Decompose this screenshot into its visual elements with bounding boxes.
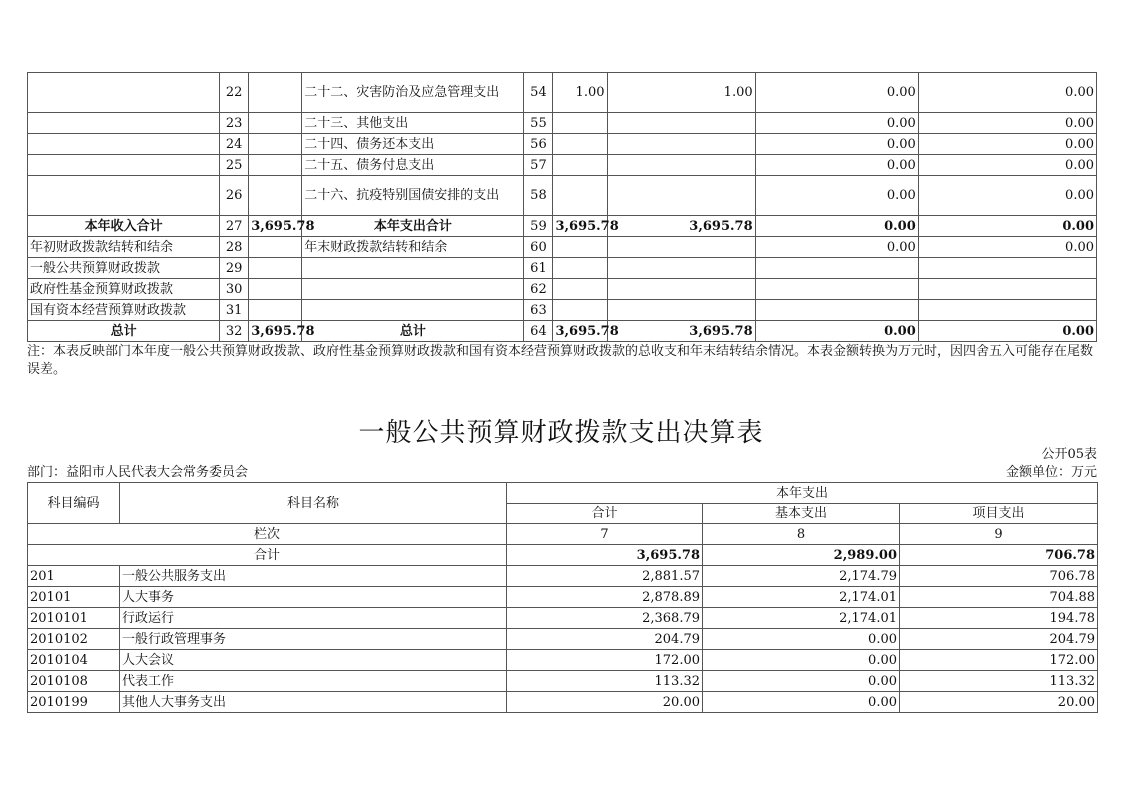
- header-total: 合计: [507, 504, 703, 524]
- expense-item: 本年支出合计: [302, 216, 524, 237]
- gov-fund-amount: 0.00: [755, 176, 918, 216]
- table-row-subtotal: [28, 216, 1097, 237]
- state-capital-amount: 0.00: [918, 216, 1096, 237]
- basic-amount: 0.00: [703, 692, 900, 713]
- gov-fund-amount: 0.00: [755, 73, 918, 113]
- gov-fund-amount: [755, 279, 918, 300]
- table-row: [28, 134, 1097, 155]
- row-label: [28, 73, 220, 113]
- expense-item: [302, 258, 524, 279]
- total-amount: 20.00: [507, 692, 703, 713]
- general-budget-amount: [607, 155, 755, 176]
- income-amount: [249, 300, 302, 321]
- income-amount: [249, 134, 302, 155]
- basic-amount: 0.00: [703, 629, 900, 650]
- row-label: 一般公共预算财政拨款: [28, 258, 220, 279]
- gov-fund-amount: [755, 300, 918, 321]
- gov-fund-amount: 0.00: [755, 237, 918, 258]
- line-number: 62: [524, 279, 553, 300]
- general-budget-amount: [607, 237, 755, 258]
- state-capital-amount: 0.00: [918, 321, 1096, 342]
- expense-item: [302, 300, 524, 321]
- table-row: [28, 258, 1097, 279]
- gov-fund-amount: 0.00: [755, 134, 918, 155]
- state-capital-amount: 0.00: [918, 155, 1096, 176]
- project-amount: 194.78: [900, 608, 1098, 629]
- table-row: [28, 300, 1097, 321]
- gov-fund-amount: 0.00: [755, 216, 918, 237]
- total-amount: 3,695.78: [507, 545, 703, 566]
- subject-code: 201: [28, 566, 120, 587]
- project-amount: 704.88: [900, 587, 1098, 608]
- line-number: 60: [524, 237, 553, 258]
- subject-name: 人大事务: [120, 587, 507, 608]
- fiscal-summary-table: [27, 72, 1097, 342]
- income-amount: [249, 113, 302, 134]
- total-amount: 172.00: [507, 650, 703, 671]
- row-label: [28, 113, 220, 134]
- total-amount: [553, 176, 607, 216]
- total-amount: 204.79: [507, 629, 703, 650]
- subject-name: 一般行政管理事务: [120, 629, 507, 650]
- state-capital-amount: [918, 258, 1096, 279]
- line-number: 29: [220, 258, 249, 279]
- row-label: 国有资本经营预算财政拨款: [28, 300, 220, 321]
- income-amount: [249, 176, 302, 216]
- expense-item: 二十二、灾害防治及应急管理支出: [302, 73, 524, 113]
- general-budget-amount: [607, 113, 755, 134]
- state-capital-amount: 0.00: [918, 134, 1096, 155]
- state-capital-amount: 0.00: [918, 113, 1096, 134]
- state-capital-amount: 0.00: [918, 237, 1096, 258]
- subject-name: 人大会议: [120, 650, 507, 671]
- column-index: 8: [703, 524, 900, 545]
- table-row: [28, 608, 1098, 629]
- total-amount: [553, 279, 607, 300]
- total-amount: [553, 237, 607, 258]
- total-amount: [553, 258, 607, 279]
- expense-item: 年末财政拨款结转和结余: [302, 237, 524, 258]
- table-row: [28, 587, 1098, 608]
- column-index-row: [28, 524, 1098, 545]
- general-budget-amount: [607, 300, 755, 321]
- total-amount: [553, 300, 607, 321]
- expense-item: 二十四、债务还本支出: [302, 134, 524, 155]
- table-row: [28, 113, 1097, 134]
- subject-code: 2010108: [28, 671, 120, 692]
- general-budget-amount: 3,695.78: [607, 321, 755, 342]
- state-capital-amount: [918, 300, 1096, 321]
- line-number: 56: [524, 134, 553, 155]
- income-amount: 3,695.78: [249, 321, 302, 342]
- subject-code: 20101: [28, 587, 120, 608]
- row-label: 本年收入合计: [28, 216, 220, 237]
- total-label: 合计: [28, 545, 507, 566]
- header-name: 科目名称: [120, 483, 507, 524]
- header-code: 科目编码: [28, 483, 120, 524]
- total-amount: [553, 155, 607, 176]
- row-label: 政府性基金预算财政拨款: [28, 279, 220, 300]
- line-number: 22: [220, 73, 249, 113]
- column-index-label: 栏次: [28, 524, 507, 545]
- page-title: 一般公共预算财政拨款支出决算表: [358, 418, 764, 448]
- state-capital-amount: 0.00: [918, 73, 1096, 113]
- expense-item: 二十五、债务付息支出: [302, 155, 524, 176]
- general-budget-amount: [607, 176, 755, 216]
- line-number: 59: [524, 216, 553, 237]
- income-amount: [249, 73, 302, 113]
- total-amount: 2,368.79: [507, 608, 703, 629]
- project-amount: 113.32: [900, 671, 1098, 692]
- table-row: [28, 279, 1097, 300]
- table-row: [28, 671, 1098, 692]
- income-amount: [249, 155, 302, 176]
- general-budget-amount: [607, 134, 755, 155]
- state-capital-amount: [918, 279, 1096, 300]
- expense-item: 二十三、其他支出: [302, 113, 524, 134]
- subject-name: 行政运行: [120, 608, 507, 629]
- line-number: 57: [524, 155, 553, 176]
- general-budget-amount: [607, 258, 755, 279]
- line-number: 30: [220, 279, 249, 300]
- total-amount: 3,695.78: [553, 321, 607, 342]
- line-number: 61: [524, 258, 553, 279]
- expense-item: 二十六、抗疫特别国债安排的支出: [302, 176, 524, 216]
- subject-name: 其他人大事务支出: [120, 692, 507, 713]
- gov-fund-amount: 0.00: [755, 155, 918, 176]
- expense-item: [302, 279, 524, 300]
- project-amount: 20.00: [900, 692, 1098, 713]
- income-amount: [249, 237, 302, 258]
- department-label: 部门：益阳市人民代表大会常务委员会: [27, 465, 249, 480]
- table-note: 注：本表反映部门本年度一般公共预算财政拨款、政府性基金预算财政拨款和国有资本经营预算财政拨款的总收支和年末结转结余情况。本表金额转换为万元时，因四舍五入可能存在尾数误差。: [27, 344, 1094, 377]
- income-amount: 3,695.78: [249, 216, 302, 237]
- line-number: 27: [220, 216, 249, 237]
- basic-amount: 0.00: [703, 650, 900, 671]
- gov-fund-amount: [755, 258, 918, 279]
- general-budget-amount: 3,695.78: [607, 216, 755, 237]
- table-row: [28, 692, 1098, 713]
- table-row: [28, 176, 1097, 216]
- line-number: 55: [524, 113, 553, 134]
- column-index: 7: [507, 524, 703, 545]
- line-number: 54: [524, 73, 553, 113]
- income-amount: [249, 279, 302, 300]
- line-number: 63: [524, 300, 553, 321]
- total-amount: 113.32: [507, 671, 703, 692]
- table-row: [28, 566, 1098, 587]
- row-label: 年初财政拨款结转和结余: [28, 237, 220, 258]
- general-budget-amount: 1.00: [607, 73, 755, 113]
- subject-code: 2010102: [28, 629, 120, 650]
- income-amount: [249, 258, 302, 279]
- line-number: 28: [220, 237, 249, 258]
- total-amount: [553, 134, 607, 155]
- line-number: 25: [220, 155, 249, 176]
- total-amount: 2,881.57: [507, 566, 703, 587]
- row-label: 总计: [28, 321, 220, 342]
- basic-amount: 2,174.01: [703, 608, 900, 629]
- basic-amount: 0.00: [703, 671, 900, 692]
- column-index: 9: [900, 524, 1098, 545]
- project-amount: 204.79: [900, 629, 1098, 650]
- gov-fund-amount: 0.00: [755, 321, 918, 342]
- header-basic: 基本支出: [703, 504, 900, 524]
- header-row: [28, 483, 1098, 504]
- total-amount: [553, 113, 607, 134]
- line-number: 64: [524, 321, 553, 342]
- line-number: 32: [220, 321, 249, 342]
- subject-code: 2010104: [28, 650, 120, 671]
- subject-name: 一般公共服务支出: [120, 566, 507, 587]
- table-row: [28, 629, 1098, 650]
- line-number: 31: [220, 300, 249, 321]
- row-label: [28, 155, 220, 176]
- subject-code: 2010101: [28, 608, 120, 629]
- expense-item: 总计: [302, 321, 524, 342]
- table-row-total: [28, 321, 1097, 342]
- table-row: [28, 73, 1097, 113]
- gov-fund-amount: 0.00: [755, 113, 918, 134]
- unit-label: 金额单位：万元: [1005, 465, 1097, 480]
- project-amount: 706.78: [900, 566, 1098, 587]
- state-capital-amount: 0.00: [918, 176, 1096, 216]
- table-row: [28, 237, 1097, 258]
- basic-amount: 2,174.01: [703, 587, 900, 608]
- line-number: 26: [220, 176, 249, 216]
- line-number: 24: [220, 134, 249, 155]
- line-number: 23: [220, 113, 249, 134]
- table-row: [28, 155, 1097, 176]
- total-amount: 2,878.89: [507, 587, 703, 608]
- form-number: 公开05表: [1041, 447, 1097, 462]
- basic-amount: 2,174.79: [703, 566, 900, 587]
- header-project: 项目支出: [900, 504, 1098, 524]
- basic-amount: 2,989.00: [703, 545, 900, 566]
- subject-name: 代表工作: [120, 671, 507, 692]
- expenditure-table: [27, 482, 1098, 713]
- line-number: 58: [524, 176, 553, 216]
- total-amount: 1.00: [553, 73, 607, 113]
- table-row-total: [28, 545, 1098, 566]
- header-year-expense: 本年支出: [507, 483, 1098, 504]
- total-amount: 3,695.78: [553, 216, 607, 237]
- project-amount: 172.00: [900, 650, 1098, 671]
- row-label: [28, 134, 220, 155]
- project-amount: 706.78: [900, 545, 1098, 566]
- row-label: [28, 176, 220, 216]
- general-budget-amount: [607, 279, 755, 300]
- subject-code: 2010199: [28, 692, 120, 713]
- table-row: [28, 650, 1098, 671]
